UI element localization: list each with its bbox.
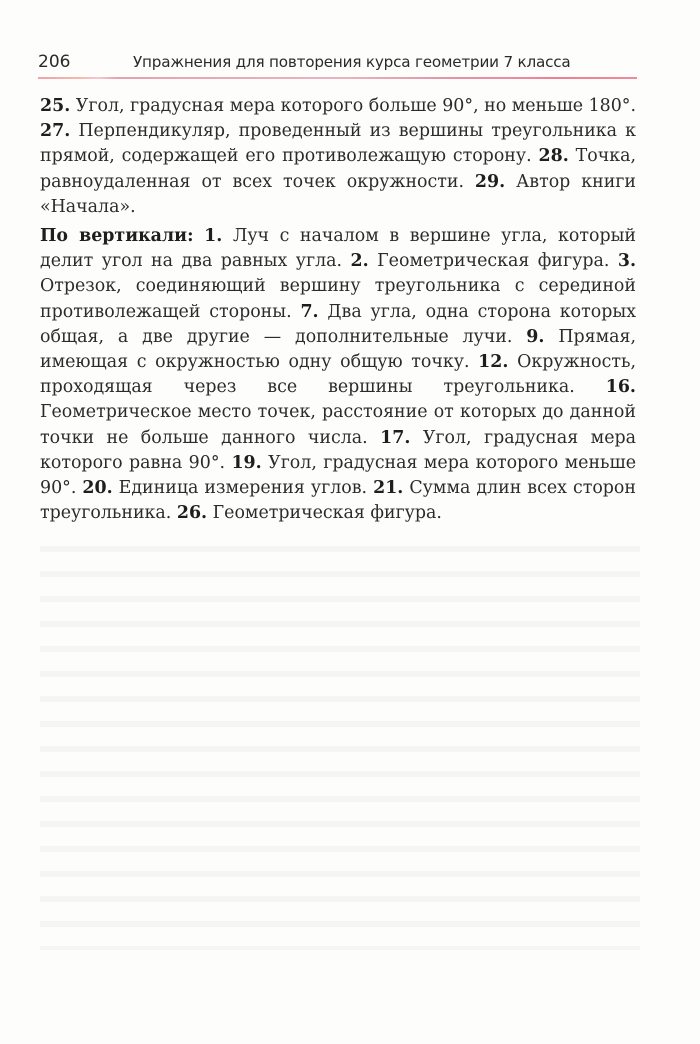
clue-number: 12. [478, 352, 509, 373]
page-content [40, 94, 636, 526]
clue-number: 28. [538, 146, 569, 167]
clue-text: Геометрическое место точек, расстояние от которых до данной точки не больше данного числа. [40, 402, 636, 448]
page-header [38, 52, 638, 78]
clue-text: Геометрическая фигура. [207, 503, 442, 524]
vertical-heading: По вертикали: [40, 226, 194, 247]
clue-number: 21. [373, 478, 404, 499]
vertical-clues-paragraph [40, 224, 636, 526]
clue-text: Геометрическая фигура. [368, 251, 618, 272]
clue-number: 27. [40, 121, 71, 142]
clue-number: 1. [204, 226, 223, 247]
clue-number: 16. [605, 377, 636, 398]
horizontal-continued-paragraph [40, 94, 636, 220]
clue-text: Окружность, проходящая через все вершины треугольника. [40, 352, 636, 398]
clue-text: Отрезок, соединяющий вершину треугольника с серединой противолежащей стороны. [40, 276, 636, 322]
clue-text: Два угла, одна сторона которых общая, а две другие — дополнительные лучи. [40, 301, 637, 347]
clue-number: 9. [526, 326, 545, 347]
clue-text: Луч с началом в вершине угла, который делит угол на два равных угла. [40, 226, 637, 272]
clue-text: Единица измерения углов. [112, 478, 374, 499]
page-number: 206 [38, 52, 71, 72]
header-rule [38, 77, 637, 79]
clue-number: 7. [300, 301, 319, 322]
running-title: Упражнения для повторения курса геометрии 7 класса [133, 53, 571, 71]
clue-text: Угол, градусная мера которого меньше 90°. [40, 452, 636, 499]
clue-text: Точка, равноудаленная от всех точек окружности. [40, 146, 636, 192]
clue-text: Перпендикуляр, проведенный из вершины треугольника к прямой, содержащей его противолежащую сторону. [40, 121, 636, 167]
clue-text: Угол, градусная мера которого равна 90°. [40, 427, 636, 473]
page-bleed-through [40, 530, 640, 950]
clue-number: 26. [176, 503, 208, 524]
clue-number: 3. [617, 251, 636, 272]
clue-number: 29. [474, 171, 506, 192]
clue-text: Автор книги «Начала». [40, 171, 636, 217]
clue-number: 25. [40, 96, 71, 116]
clue-number: 20. [82, 478, 113, 499]
clue-number: 2. [350, 251, 369, 272]
clue-number: 17. [380, 427, 411, 448]
clue-text: Сумма длин всех сторон треугольника. [40, 478, 636, 524]
clue-text: Угол, градусная мера которого больше 90°, но меньше 180°. [70, 96, 636, 116]
clue-text: Прямая, имеющая с окружностью одну общую точку. [40, 326, 636, 373]
clue-number: 19. [231, 452, 262, 473]
